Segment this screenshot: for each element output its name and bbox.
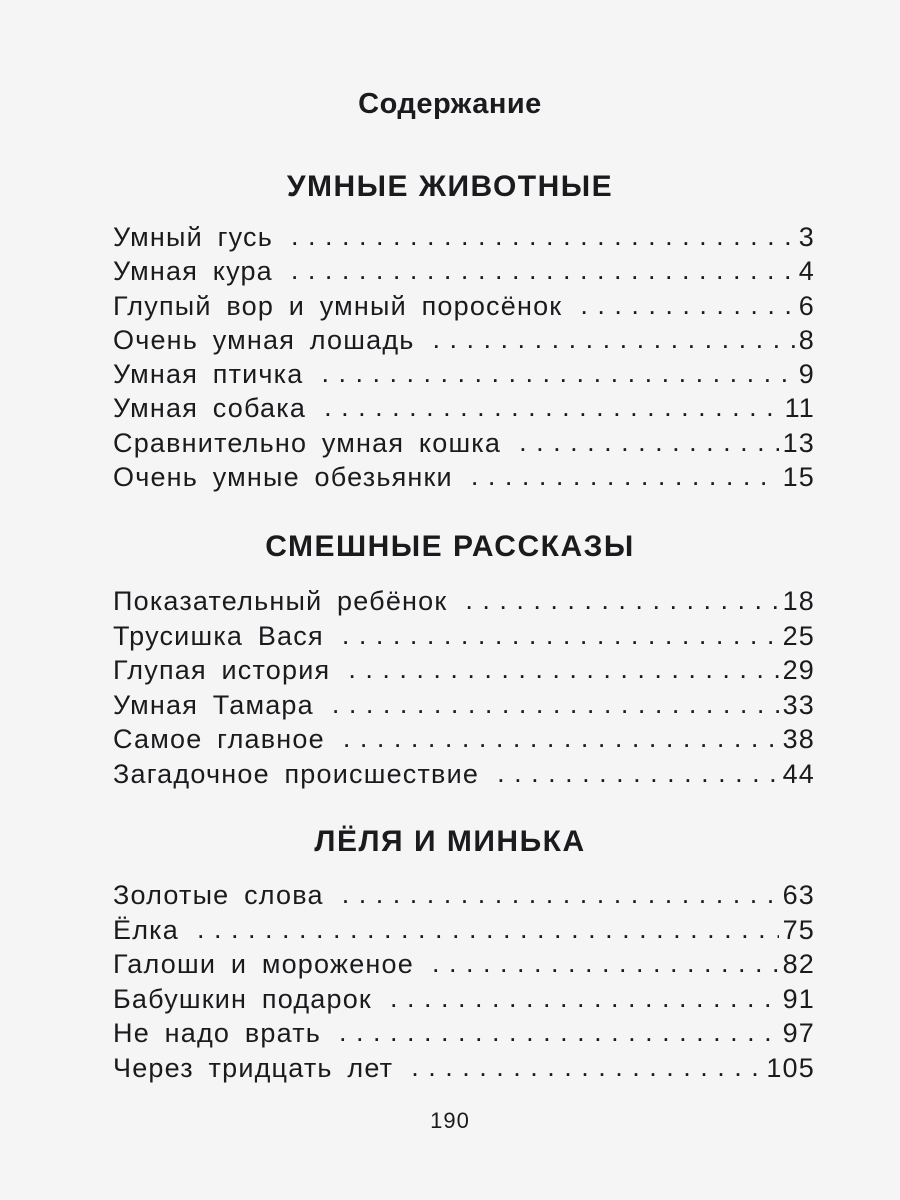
entry-title: Умная кура [113, 256, 273, 287]
entry-page: 91 [782, 983, 815, 1014]
toc-entry [113, 325, 815, 359]
entry-page: 44 [782, 758, 815, 789]
leader-dots [322, 358, 795, 389]
leader-dots [324, 392, 781, 423]
entry-title: Галоши и мороженое [113, 949, 414, 980]
entry-title: Показательный ребёнок [113, 586, 448, 616]
entry-title: Сравнительно умная кошка [113, 427, 502, 458]
entry-page: 13 [782, 427, 815, 458]
entry-page: 6 [798, 290, 815, 321]
entry-title: Умный гусь [113, 222, 274, 252]
section-heading-smart-animals: УМНЫЕ ЖИВОТНЫЕ [286, 170, 614, 203]
toc-entry [113, 1018, 815, 1053]
section-heading-funny-stories: СМЕШНЫЕ РАССКАЗЫ [265, 530, 635, 563]
leader-dots [343, 723, 779, 754]
leader-dots [432, 948, 779, 979]
toc-entry [113, 621, 815, 656]
entry-page: 75 [782, 914, 815, 945]
entry-title: Бабушкин подарок [113, 983, 372, 1014]
entry-page: 3 [798, 222, 815, 252]
toc-entry [113, 655, 815, 690]
entry-title: Золотые слова [113, 880, 324, 910]
toc-entry [113, 1053, 815, 1088]
entry-title: Умная птичка [113, 359, 304, 390]
toc-list-funny-stories [113, 586, 815, 794]
page-number: 190 [430, 1108, 470, 1133]
entry-page: 15 [782, 462, 815, 493]
toc-entry [113, 586, 815, 621]
entry-title: Очень умные обезьянки [113, 462, 453, 493]
leader-dots [348, 654, 778, 685]
entry-page: 82 [782, 949, 815, 980]
leader-dots [390, 983, 779, 1014]
leader-dots [342, 620, 779, 651]
entry-page: 38 [782, 724, 815, 755]
leader-dots [519, 427, 778, 458]
entry-title: Трусишка Вася [113, 620, 324, 651]
toc-entry [113, 724, 815, 759]
toc-entry [113, 949, 815, 984]
entry-page: 29 [782, 655, 815, 686]
toc-list-lelya-minka [113, 880, 815, 1088]
leader-dots [411, 1052, 762, 1083]
leader-dots [433, 324, 795, 355]
entry-page: 25 [782, 620, 815, 651]
leader-dots [497, 758, 778, 789]
page-title: Содержание [358, 88, 542, 120]
entry-page: 105 [766, 1052, 815, 1083]
entry-title: Глупый вор и умный поросёнок [113, 290, 563, 321]
entry-page: 33 [782, 689, 815, 720]
leader-dots [332, 689, 779, 720]
leader-dots [342, 879, 779, 910]
toc-entry [113, 256, 815, 290]
toc-entry [113, 222, 815, 256]
leader-dots [339, 1017, 779, 1048]
leader-dots [580, 290, 794, 321]
entry-title: Глупая история [113, 655, 331, 686]
toc-entry [113, 393, 815, 427]
leader-dots [291, 255, 795, 286]
entry-page: 18 [782, 586, 815, 616]
toc-entry [113, 915, 815, 950]
leader-dots [197, 914, 779, 945]
toc-entry [113, 428, 815, 462]
entry-title: Умная собака [113, 393, 307, 424]
entry-page: 8 [798, 324, 815, 355]
entry-title: Через тридцать лет [113, 1052, 394, 1083]
entry-page: 63 [782, 880, 815, 910]
entry-title: Загадочное происшествие [113, 758, 480, 789]
leader-dots [471, 461, 779, 492]
entry-title: Ёлка [113, 914, 179, 945]
section-heading-lelya-minka: ЛЁЛЯ И МИНЬКА [314, 825, 586, 858]
toc-entry [113, 359, 815, 393]
toc-entry [113, 759, 815, 794]
toc-entry [113, 984, 815, 1019]
toc-entry [113, 880, 815, 915]
entry-page: 4 [798, 256, 815, 287]
toc-entry [113, 291, 815, 325]
entry-title: Очень умная лошадь [113, 324, 415, 355]
leader-dots [465, 585, 778, 616]
toc-entry [113, 690, 815, 725]
leader-dots [291, 221, 795, 252]
entry-title: Не надо врать [113, 1018, 322, 1049]
entry-page: 9 [798, 359, 815, 390]
toc-entry [113, 462, 815, 496]
toc-list-smart-animals [113, 222, 815, 496]
entry-title: Умная Тамара [113, 689, 314, 720]
entry-page: 97 [782, 1018, 815, 1049]
entry-page: 11 [784, 393, 815, 424]
entry-title: Самое главное [113, 724, 325, 755]
